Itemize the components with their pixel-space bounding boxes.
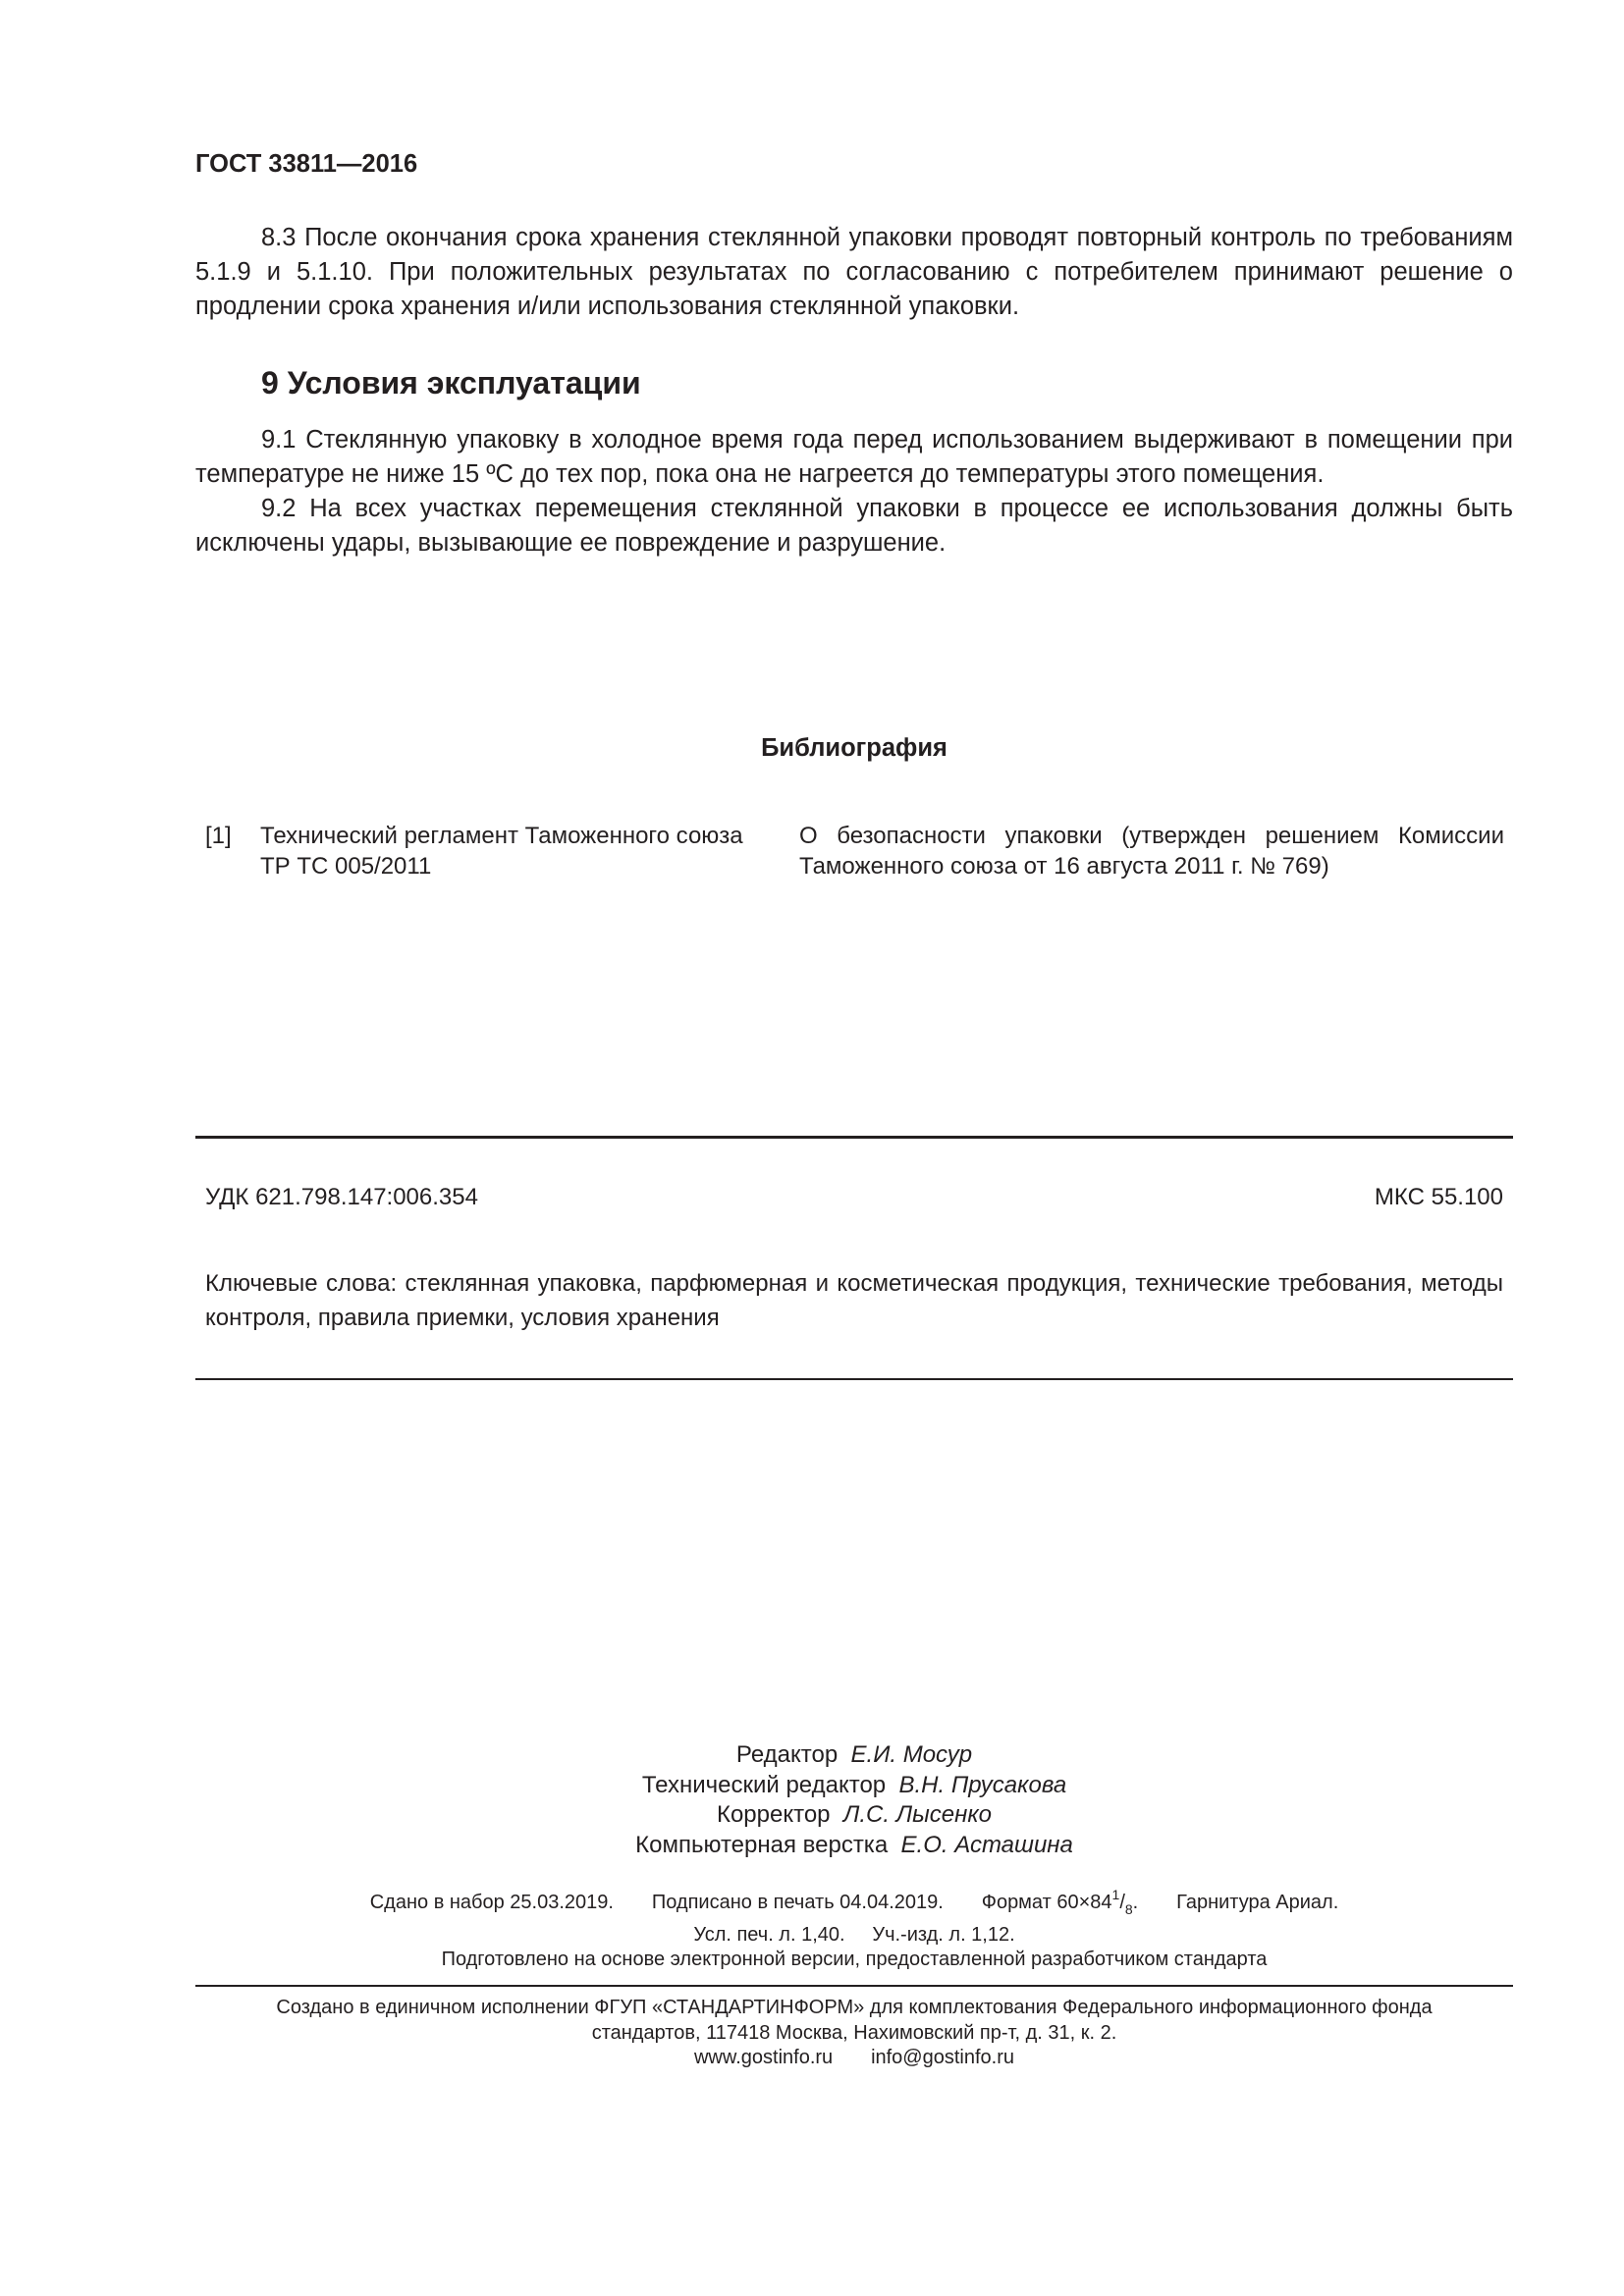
- bibliography-source-line: ТР ТС 005/2011: [260, 853, 432, 880]
- format-suffix: .: [1132, 1892, 1139, 1913]
- publication-prepared: Подготовлено на основе электронной версии, предоставленной разработчиком стандарта: [441, 1949, 1268, 1970]
- credit-role: Компьютерная верстка: [635, 1831, 889, 1858]
- credit-role: Технический редактор: [641, 1771, 887, 1798]
- credit-role: Редактор: [735, 1741, 839, 1768]
- mks-code: МКС 55.100: [1374, 1184, 1503, 1210]
- publication-row: [0, 1923, 1624, 1949]
- bibliography-title: Библиография: [761, 734, 947, 762]
- paragraph-text: 8.3 После окончания срока хранения стеклянной упаковки проводят повторный контроль по требованиям 5.1.9 и 5.1.10. При положительных результатах по согласованию с потребителем принимают решение о продлении срока хранения и/или использования стеклянной упаковки.: [195, 224, 1513, 320]
- format-denominator: 8: [1124, 1901, 1133, 1917]
- credit-name: Л.С. Лысенко: [842, 1801, 993, 1828]
- format-numerator: 1: [1111, 1887, 1120, 1902]
- bibliography-description: О безопасности упаковки (утвержден решением Комиссии Таможенного союза от 16 августа 2011 г. № 769): [799, 823, 1504, 880]
- footer-line: Создано в единичном исполнении ФГУП «СТАНДАРТИНФОРМ» для комплектования Федерального информационного фонда: [276, 1997, 1433, 2018]
- divider-top: [195, 1136, 1513, 1139]
- paragraph-9-2: [195, 492, 1513, 561]
- document-code: ГОСТ 33811—2016: [195, 150, 418, 178]
- credit-layout: [0, 1831, 1624, 1861]
- divider-bottom: [195, 1378, 1513, 1380]
- footer-website[interactable]: www.gostinfo.ru: [693, 2047, 834, 2068]
- paragraph-9-1: [195, 423, 1513, 492]
- credit-name: В.Н. Прусакова: [898, 1771, 1067, 1798]
- publication-row: [0, 1883, 1624, 1923]
- footer-contacts: [0, 2046, 1624, 2071]
- publication-signed: Подписано в печать 04.04.2019.: [651, 1892, 944, 1913]
- credit-editor: [0, 1740, 1624, 1771]
- credit-role: Корректор: [716, 1801, 831, 1828]
- footer: [0, 1996, 1624, 2071]
- credits: [0, 1740, 1624, 1860]
- paragraph-text: 9.1 Стеклянную упаковку в холодное время года перед использованием выдерживают в помещении при температуре не ниже 15 ºС до тех пор, пока она не нагреется до температуры этого помещения.: [195, 426, 1513, 488]
- credit-name: Е.О. Асташина: [900, 1831, 1073, 1858]
- bibliography-source: [260, 821, 790, 881]
- publication-print-sheets: Усл. печ. л. 1,40.: [693, 1923, 845, 1946]
- publication-typeface: Гарнитура Ариал.: [1176, 1892, 1339, 1913]
- format-prefix: Формат 60×84: [981, 1892, 1112, 1913]
- bibliography-source-line: Технический регламент Таможенного союза: [260, 823, 743, 849]
- udk-code: УДК 621.798.147:006.354: [205, 1184, 478, 1210]
- paragraph-text: 9.2 На всех участках перемещения стеклянной упаковки в процессе ее использования должны быть исключены удары, вызывающие ее повреждение и разрушение.: [195, 495, 1513, 557]
- publication-edition-sheets: Уч.-изд. л. 1,12.: [872, 1923, 1015, 1946]
- paragraph-8-3: [195, 221, 1513, 324]
- footer-email[interactable]: info@gostinfo.ru: [871, 2047, 1014, 2068]
- credit-proofreader: [0, 1800, 1624, 1831]
- section-9-title: 9 Условия эксплуатации: [261, 365, 641, 400]
- publication-format: Формат $60\times 84^1/_8$.: [981, 1887, 1139, 1917]
- divider-footer: [195, 1985, 1513, 1987]
- credit-tech-editor: [0, 1771, 1624, 1801]
- keywords: Ключевые слова: стеклянная упаковка, парфюмерная и косметическая продукция, технические требования, методы контроля, правила приемки, условия хранения: [205, 1270, 1503, 1331]
- credit-name: Е.И. Мосур: [850, 1741, 973, 1768]
- publication-submitted: Сдано в набор 25.03.2019.: [369, 1892, 614, 1913]
- publication-info: [0, 1883, 1624, 1973]
- footer-line: стандартов, 117418 Москва, Нахимовский пр-т, д. 31, к. 2.: [591, 2021, 1117, 2044]
- bibliography-number: [1]: [205, 823, 232, 849]
